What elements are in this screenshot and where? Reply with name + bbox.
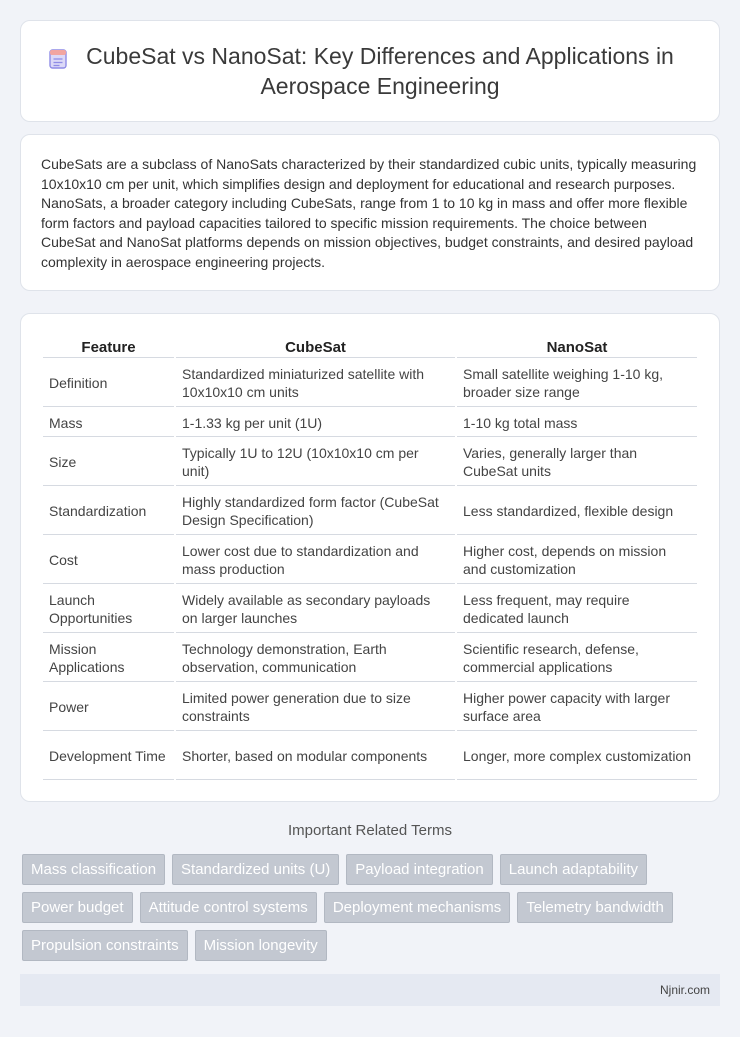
row-cubesat: Highly standardized form factor (CubeSat Design Specification) — [176, 488, 455, 535]
row-feature: Standardization — [43, 488, 174, 535]
row-feature: Mission Applications — [43, 635, 174, 682]
row-cubesat: Standardized miniaturized satellite with 10x10x10 cm units — [176, 360, 455, 407]
related-term-tag[interactable]: Power budget — [22, 892, 133, 923]
related-term-tag[interactable]: Attitude control systems — [140, 892, 317, 923]
row-feature: Mass — [43, 409, 174, 437]
row-cubesat: Widely available as secondary payloads on larger launches — [176, 586, 455, 633]
table-row — [43, 439, 697, 486]
related-term-tag[interactable]: Mass classification — [22, 854, 165, 885]
row-nanosat: Scientific research, defense, commercial applications — [457, 635, 697, 682]
table-row — [43, 537, 697, 584]
related-terms-list — [22, 854, 722, 961]
table-row — [43, 488, 697, 535]
related-term-tag[interactable]: Telemetry bandwidth — [517, 892, 673, 923]
related-terms-heading: Important Related Terms — [288, 822, 452, 839]
row-cubesat: Typically 1U to 12U (10x10x10 cm per unit) — [176, 439, 455, 486]
table-row — [43, 684, 697, 731]
row-feature: Size — [43, 439, 174, 486]
row-feature: Cost — [43, 537, 174, 584]
intro-paragraph: CubeSats are a subclass of NanoSats characterized by their standardized cubic units, typically measuring 10x10x10 cm per unit, which simplifies design and deployment for educational and research purposes. NanoSats, a broader category including CubeSats, range from 1 to 10 kg in mass and offer more flexible form factors and payload capacities tailored to specific mission requirements. The choice between CubeSat and NanoSat platforms depends on mission objectives, budget constraints, and desired payload complexity in aerospace engineering projects. — [41, 156, 697, 270]
header-feature: Feature — [43, 336, 174, 358]
intro-card — [20, 134, 720, 291]
row-feature: Definition — [43, 360, 174, 407]
row-cubesat: Technology demonstration, Earth observation, communication — [176, 635, 455, 682]
row-nanosat: Longer, more complex customization — [457, 733, 697, 780]
row-cubesat: 1-1.33 kg per unit (1U) — [176, 409, 455, 437]
row-nanosat: Varies, generally larger than CubeSat units — [457, 439, 697, 486]
comparison-table — [41, 334, 699, 782]
header-cubesat: CubeSat — [176, 336, 455, 358]
table-row — [43, 360, 697, 407]
related-term-tag[interactable]: Standardized units (U) — [172, 854, 339, 885]
related-term-tag[interactable]: Deployment mechanisms — [324, 892, 510, 923]
row-feature: Launch Opportunities — [43, 586, 174, 633]
table-row — [43, 586, 697, 633]
related-term-tag[interactable]: Payload integration — [346, 854, 492, 885]
related-term-tag[interactable]: Propulsion constraints — [22, 930, 188, 961]
row-nanosat: Higher cost, depends on mission and customization — [457, 537, 697, 584]
table-row — [43, 733, 697, 780]
table-row — [43, 409, 697, 437]
row-cubesat: Shorter, based on modular components — [176, 733, 455, 780]
related-term-tag[interactable]: Mission longevity — [195, 930, 327, 961]
row-cubesat: Lower cost due to standardization and mass production — [176, 537, 455, 584]
row-nanosat: Less standardized, flexible design — [457, 488, 697, 535]
page-title: CubeSat vs NanoSat: Key Differences and Applications in Aerospace Engineering — [86, 43, 674, 99]
table-header-row — [43, 336, 697, 358]
row-cubesat: Limited power generation due to size constraints — [176, 684, 455, 731]
footer — [20, 974, 720, 1006]
footer-site-link[interactable]: Njnir.com — [659, 983, 710, 997]
title-card — [20, 20, 720, 122]
row-feature: Power — [43, 684, 174, 731]
header-nanosat: NanoSat — [457, 336, 697, 358]
table-row — [43, 635, 697, 682]
row-feature: Development Time — [43, 733, 174, 780]
row-nanosat: Small satellite weighing 1-10 kg, broader size range — [457, 360, 697, 407]
row-nanosat: Less frequent, may require dedicated launch — [457, 586, 697, 633]
row-nanosat: Higher power capacity with larger surface area — [457, 684, 697, 731]
comparison-table-card — [20, 313, 720, 802]
row-nanosat: 1-10 kg total mass — [457, 409, 697, 437]
related-term-tag[interactable]: Launch adaptability — [500, 854, 647, 885]
